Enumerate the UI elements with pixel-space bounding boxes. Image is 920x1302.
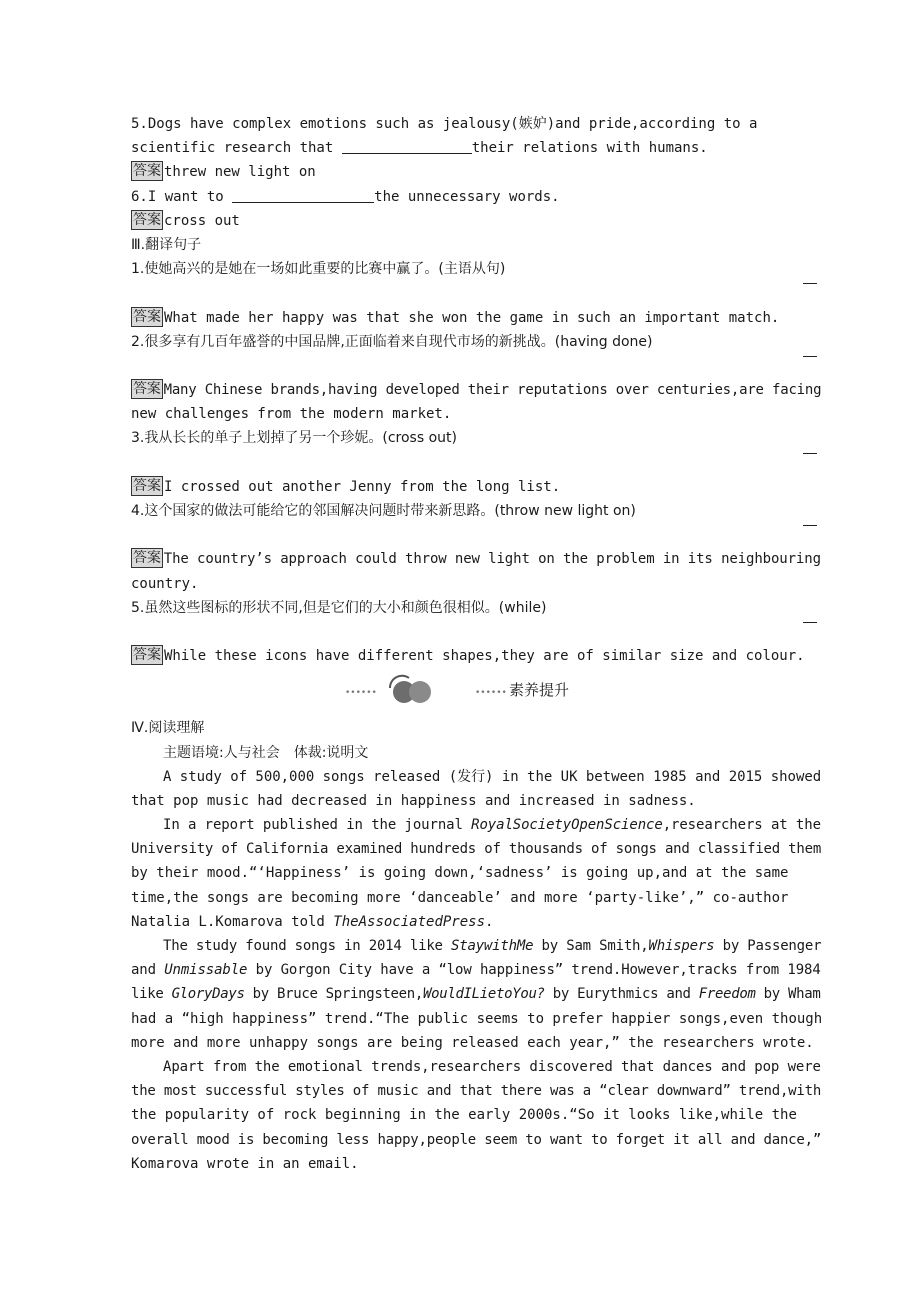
reading-p4-line-1: Apart from the emotional trends,researchers discovered that dances and pop were bbox=[163, 1058, 821, 1075]
answer-tag: 答案 bbox=[133, 163, 161, 180]
answer-text: The country’s approach could throw new light on the problem in its neighbouring bbox=[163, 551, 821, 568]
answer-tag: 答案 bbox=[133, 308, 161, 325]
dots-decoration-right: •••••• bbox=[475, 688, 507, 699]
translate-answer-4 bbox=[131, 547, 821, 571]
translate-answer-4-cont: country. bbox=[131, 575, 199, 592]
text: ,researchers at the bbox=[662, 817, 821, 834]
answer-text: cross out bbox=[164, 212, 240, 229]
answer-text: I crossed out another Jenny from the long list. bbox=[164, 478, 561, 495]
answer-text: Many Chinese brands,having developed their reputations over centuries,are facing bbox=[163, 382, 822, 399]
translate-answer-2-cont: new challenges from the modern market. bbox=[131, 406, 452, 423]
text: . bbox=[485, 913, 494, 930]
translate-prompt-3: 3.我从长长的单子上划掉了另一个珍妮。(cross out) bbox=[131, 430, 457, 447]
translate-answer-5 bbox=[131, 644, 821, 668]
song-title: Unmissable bbox=[164, 962, 248, 979]
question-6-line-1 bbox=[131, 185, 821, 209]
answer-text: While these icons have different shapes,they are of similar size and colour. bbox=[164, 648, 805, 665]
reading-p2-line-1 bbox=[131, 813, 821, 837]
reading-p4-line-4: overall mood is becoming less happy,people seem to want to forget it all and dance,” bbox=[131, 1131, 822, 1148]
answer-text: What made her happy was that she won the game in such an important match. bbox=[164, 309, 780, 326]
reading-p3-line-2 bbox=[131, 958, 821, 982]
question-5-text-b: their relations with humans. bbox=[471, 140, 708, 157]
translate-prompt-1: 1.使她高兴的是她在一场如此重要的比赛中赢了。(主语从句) bbox=[131, 261, 506, 278]
reading-p2-line-4: time,the songs are becoming more ‘danceable’ and more ‘party-like’,” co-author bbox=[131, 889, 789, 906]
question-5-answer bbox=[131, 160, 821, 184]
text: by Sam Smith, bbox=[533, 938, 649, 954]
answer-tag: 答案 bbox=[133, 381, 161, 398]
answer-tag: 答案 bbox=[133, 550, 161, 567]
reading-p3-line-4: had a “high happiness” trend.“The public seems to prefer happier songs,even though bbox=[131, 1010, 823, 1027]
answer-line-placeholder bbox=[131, 451, 821, 475]
text: The study found songs in 2014 like bbox=[163, 938, 452, 954]
reading-p2-line-5 bbox=[131, 910, 821, 934]
translate-answer-1 bbox=[131, 306, 821, 330]
question-6-answer bbox=[131, 209, 821, 233]
section-banner bbox=[131, 674, 821, 710]
translate-prompt-4: 4.这个国家的做法可能给它的邻国解决问题时带来新思路。(throw new light on) bbox=[131, 503, 636, 519]
song-title: StaywithMe bbox=[451, 938, 534, 954]
reading-p2-line-3: by their mood.“‘Happiness’ is going down,‘sadness’ is going up,and at the same bbox=[131, 865, 789, 882]
text: by Bruce Springsteen, bbox=[244, 986, 423, 1003]
answer-line-placeholder bbox=[131, 523, 821, 547]
text: Natalia L.Komarova told bbox=[131, 913, 334, 930]
song-title: Freedom bbox=[698, 986, 756, 1003]
answer-tag: 答案 bbox=[133, 477, 161, 494]
question-6-text-b: the unnecessary words. bbox=[374, 188, 560, 205]
answer-text: threw new light on bbox=[164, 164, 316, 181]
reading-p4-line-3: the popularity of rock beginning in the early 2000s.“So it looks like,while the bbox=[131, 1107, 797, 1124]
text: by Passenger bbox=[714, 938, 822, 954]
text: like bbox=[131, 986, 172, 1003]
reading-p2-line-2: University of California examined hundreds of thousands of songs and classified them bbox=[131, 841, 822, 858]
journal-title: RoyalSocietyOpenScience bbox=[471, 817, 663, 834]
translate-answer-3 bbox=[131, 475, 821, 499]
text: and bbox=[131, 962, 165, 979]
translate-prompt-2: 2.很多享有几百年盛誉的中国品牌,正面临着来自现代市场的新挑战。(having done) bbox=[131, 333, 653, 350]
song-title: GloryDays bbox=[171, 986, 245, 1003]
circles-icon bbox=[387, 674, 437, 704]
reading-meta: 主题语境:人与社会 体裁:说明文 bbox=[163, 744, 369, 761]
text: by Wham bbox=[755, 986, 821, 1003]
dots-decoration-left: •••••• bbox=[345, 688, 377, 699]
question-6-text-a: 6.I want to bbox=[131, 188, 233, 205]
answer-blank bbox=[232, 187, 374, 203]
answer-blank bbox=[342, 138, 472, 154]
reading-p4-line-5: Komarova wrote in an email. bbox=[131, 1155, 359, 1172]
question-5-line-1: 5.Dogs have complex emotions such as jealousy(嫉妒)and pride,according to a bbox=[131, 116, 758, 132]
text: In a report published in the journal bbox=[163, 817, 472, 834]
document-page bbox=[131, 112, 821, 1176]
reading-p3-line-3 bbox=[131, 982, 821, 1006]
answer-line-placeholder bbox=[131, 354, 821, 378]
banner-title: 素养提升 bbox=[509, 681, 570, 700]
section-heading-reading: Ⅳ.阅读理解 bbox=[131, 720, 205, 737]
question-5-line-2 bbox=[131, 136, 821, 160]
song-title: Whispers bbox=[648, 938, 715, 954]
question-5-text-a: scientific research that bbox=[131, 140, 342, 157]
text: by Gorgon City have a “low happiness” trend.However,tracks from 1984 bbox=[247, 962, 821, 979]
section-heading-translate: Ⅲ.翻译句子 bbox=[131, 236, 202, 253]
text: by Eurythmics and bbox=[544, 986, 699, 1003]
reading-p1-line-2: that pop music had decreased in happiness and increased in sadness. bbox=[131, 792, 696, 809]
song-title: WouldILietoYou? bbox=[423, 986, 545, 1003]
answer-line-placeholder bbox=[131, 281, 821, 305]
translate-prompt-5: 5.虽然这些图标的形状不同,但是它们的大小和颜色很相似。(while) bbox=[131, 599, 547, 616]
answer-tag: 答案 bbox=[133, 211, 161, 228]
publication-title: TheAssociatedPress bbox=[333, 913, 486, 930]
answer-line-placeholder bbox=[131, 620, 821, 644]
answer-tag: 答案 bbox=[133, 647, 161, 664]
reading-p4-line-2: the most successful styles of music and that there was a “clear downward” trend,with bbox=[131, 1083, 822, 1100]
translate-answer-2 bbox=[131, 378, 821, 402]
reading-p1-line-1: A study of 500,000 songs released (发行) in the UK between 1985 and 2015 showed bbox=[163, 768, 822, 785]
reading-p3-line-1 bbox=[131, 934, 821, 958]
reading-p3-line-5: more and more unhappy songs are being released each year,” the researchers wrote. bbox=[131, 1034, 814, 1051]
